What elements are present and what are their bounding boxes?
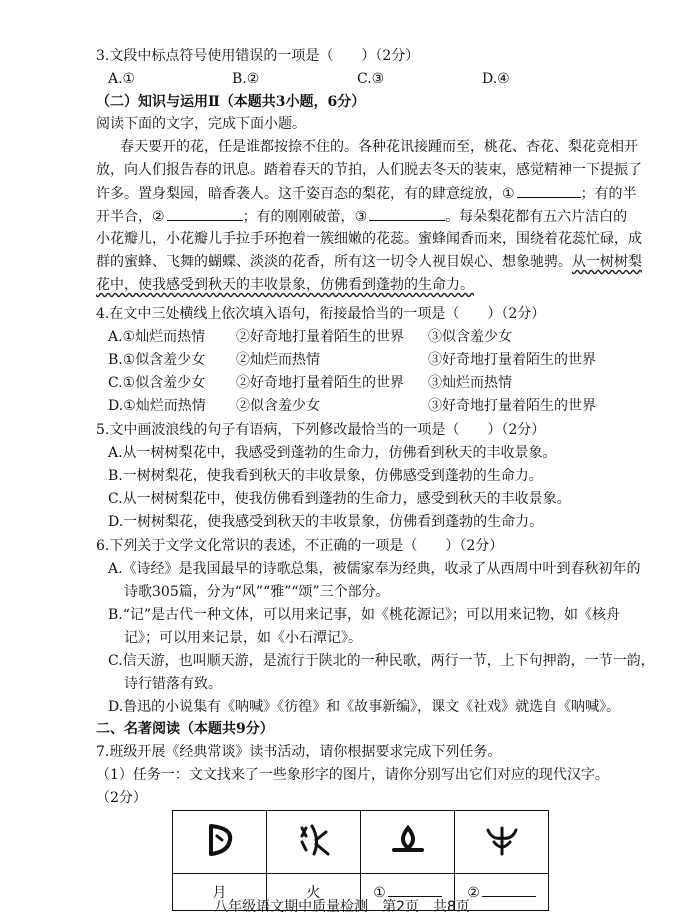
answer-blank-2[interactable] <box>482 883 536 897</box>
q4-b-2: ②灿烂而热情 <box>236 352 320 368</box>
mountain-pictograph-icon <box>388 822 428 858</box>
section-classics-heading: 二、名著阅读（本题共9分） <box>96 721 274 737</box>
wavy-sentence-part-2: 花中，使我感受到秋天的丰收景象，仿佛看到蓬勃的生命力。 <box>96 277 474 293</box>
answer-marker-2: ② <box>467 885 480 901</box>
pictograph-fire-cell <box>267 811 361 874</box>
q4-d-3: ③好奇地打量着陌生的世界 <box>428 398 596 414</box>
passage-line-4-b: ；有的刚刚破蕾， <box>242 209 355 225</box>
passage-line-3-end: ；有的半 <box>580 186 637 202</box>
answer-fire: 火 <box>306 885 321 901</box>
q7-points: （2分） <box>96 790 147 806</box>
q4-c-3: ③灿烂而热情 <box>428 375 512 391</box>
q6-option-c-line-2: 诗行错落有致。 <box>124 676 222 692</box>
q6-stem: 6.下列关于文学文化常识的表述，不正确的一项是（ ）（2分） <box>96 538 504 554</box>
q5-stem: 5.文中画波浪线的句子有语病，下列修改最恰当的一项是（ ）（2分） <box>96 422 546 438</box>
page-footer: 八年级语文期中质量检测 第2页 共8页 <box>214 899 470 915</box>
q4-d-1: D.①灿烂而热情 <box>108 398 206 414</box>
q6-option-b-line-2: 记》；可以用来记景，如《小石潭记》。 <box>124 630 362 646</box>
blank-2[interactable] <box>167 207 243 221</box>
q3-stem: 3.文段中标点符号使用错误的一项是（ ）（2分） <box>96 48 420 64</box>
section-knowledge-heading: （二）知识与运用Ⅱ（本题共3小题，6分） <box>96 94 366 110</box>
pictograph-moon-cell <box>173 811 267 874</box>
blank-marker-2: ② <box>152 209 165 225</box>
q4-a-1: A.①灿烂而热情 <box>108 329 206 345</box>
q5-option-a: A.从一树树梨花中，我感受到蓬勃的生命力，仿佛看到秋天的丰收景象。 <box>108 445 557 461</box>
q4-a-3: ③似含羞少女 <box>428 329 512 345</box>
q3-option-c: C.③ <box>357 71 385 87</box>
q6-option-d: D.鲁迅的小说集有《呐喊》《彷徨》和《故事新编》，课文《社戏》就选自《呐喊》。 <box>108 699 621 715</box>
q6-option-a-line-1: A.《诗经》是我国最早的诗歌总集，被儒家奉为经典，收录了从西周中叶到春秋初年的 <box>108 561 641 577</box>
moon-pictograph-icon <box>200 822 240 858</box>
pictograph-three-cell <box>361 811 455 874</box>
pictograph-four-cell <box>455 811 549 874</box>
q3-option-b: B.② <box>232 71 260 87</box>
passage-line-5: 小花瓣儿，小花瓣儿手拉手环抱着一簇细嫩的花蕊。蜜蜂闻香而来，围绕着花蕊忙碌，成 <box>96 231 642 247</box>
q4-a-2: ②好奇地打量着陌生的世界 <box>236 329 404 345</box>
answer-marker-1: ① <box>373 885 386 901</box>
passage-line-3 <box>96 184 637 203</box>
passage-line-2: 放，向人们报告春的讯息。踏着春天的节拍，人们脱去冬天的装束，感觉精神一下提振了 <box>96 162 642 178</box>
wavy-sentence-part-1: 从一树树梨 <box>572 254 642 270</box>
q6-option-a-line-2: 诗歌305篇，分为“风”“雅”“颂”三个部分。 <box>124 584 390 600</box>
q7-task-1: （1）任务一：文文找来了一些象形字的图片，请你分别写出它们对应的现代汉字。 <box>96 767 609 783</box>
q4-b-1: B.①似含羞少女 <box>108 352 206 368</box>
passage-line-7 <box>96 276 474 294</box>
passage-line-3-text: 许多。置身梨园，暗香袭人。这千姿百态的梨花，有的肆意绽放， <box>96 186 502 202</box>
q4-c-1: C.①似含羞少女 <box>108 375 206 391</box>
q5-option-b: B.一树树梨花，使我看到秋天的丰收景象，仿佛感受到蓬勃的生命力。 <box>108 468 543 484</box>
q5-option-c: C.从一树树梨花中，使我仿佛看到蓬勃的生命力，感受到秋天的丰收景象。 <box>108 491 571 507</box>
q3-option-d: D.④ <box>482 71 510 87</box>
passage-line-4 <box>96 207 627 226</box>
q5-option-d: D.一树树梨花，使我感受到秋天的丰收景象，仿佛看到蓬勃的生命力。 <box>108 514 544 530</box>
passage-line-4-a: 开半合， <box>96 209 152 225</box>
reading-intro: 阅读下面的文字，完成下面小题。 <box>96 116 306 132</box>
q4-c-2: ②好奇地打量着陌生的世界 <box>236 375 404 391</box>
blank-3[interactable] <box>369 207 445 221</box>
answer-moon: 月 <box>212 885 227 901</box>
blank-marker-3: ③ <box>354 209 368 225</box>
fire-pictograph-icon <box>294 822 334 858</box>
q6-option-b-line-1: B.“记”是古代一种文体，可以用来记事，如《桃花源记》；可以用来记物，如《核舟 <box>108 607 621 623</box>
q7-stem: 7.班级开展《经典常谈》读书活动，请你根据要求完成下列任务。 <box>96 744 502 760</box>
passage-line-6 <box>96 253 642 271</box>
q6-option-c-line-1: C.信天游，也叫顺天游，是流行于陕北的一种民歌，两行一节，上下句押韵，一节一韵， <box>108 653 655 669</box>
answer-blank-1[interactable] <box>388 883 442 897</box>
q4-stem: 4.在文中三处横线上依次填入语句，衔接最恰当的一项是（ ）（2分） <box>96 306 546 322</box>
q3-option-a: A.① <box>108 71 136 87</box>
blank-1[interactable] <box>517 184 581 198</box>
q4-b-3: ③好奇地打量着陌生的世界 <box>428 352 596 368</box>
passage-line-4-c: 。每朵梨花都有五六片洁白的 <box>445 209 628 225</box>
q4-d-2: ②似含羞少女 <box>236 398 320 414</box>
blank-marker-1: ① <box>502 186 515 202</box>
passage-line-6-text: 群的蜜蜂、飞舞的蝴蝶、淡淡的花香，所有这一切令人视目娱心、想象驰骋。 <box>96 254 572 270</box>
ox-pictograph-icon <box>482 822 522 858</box>
passage-line-1: 春天要开的花，任是谁都按捺不住的。各种花讯接踵而至，桃花、杏花、梨花竞相开 <box>120 139 638 155</box>
